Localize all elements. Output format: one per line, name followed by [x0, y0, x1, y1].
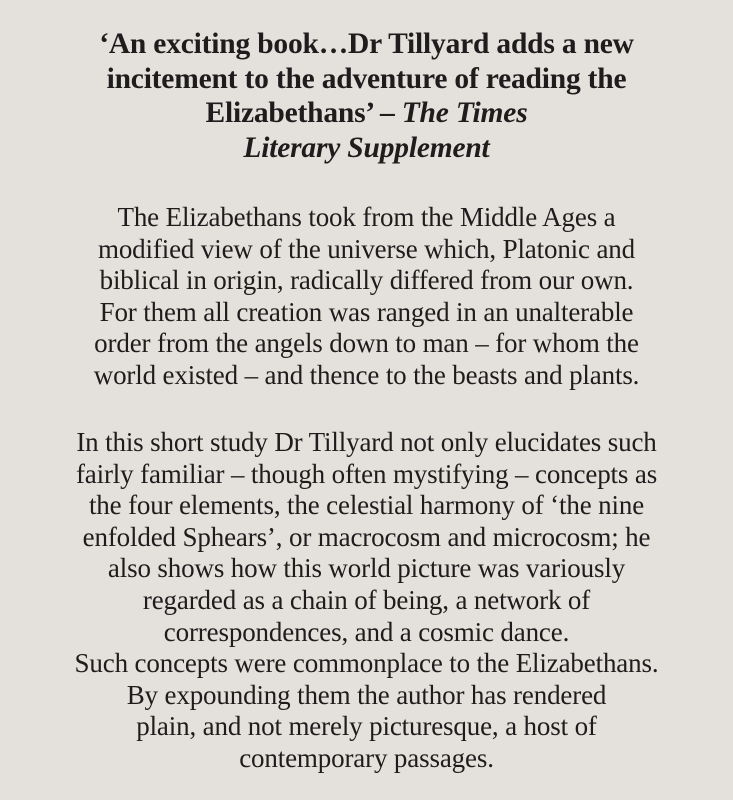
quote-line: incitement to the adventure of reading the: [106, 62, 627, 95]
text-line: plain, and not merely picturesque, a host of: [136, 711, 597, 742]
text-line: world existed – and thence to the beasts and plants.: [93, 359, 640, 390]
review-quote: [0, 27, 733, 165]
text-line: enfolded Sphears’, or macrocosm and microcosm; he: [82, 521, 651, 552]
text-line: By expounding them the author has rendered: [126, 679, 607, 710]
text-line: For them all creation was ranged in an unalterable: [99, 296, 634, 327]
text-line: the four elements, the celestial harmony of ‘the nine: [88, 490, 645, 521]
quote-source: The Times: [401, 97, 528, 129]
text-line: In this short study Dr Tillyard not only elucidates such: [76, 427, 657, 457]
text-line: fairly familiar – though often mystifying – concepts as: [75, 458, 658, 489]
description-paragraph-2: [0, 427, 733, 775]
quote-source-continued: Literary Supplement: [243, 131, 490, 164]
quote-line: ‘An exciting book…Dr Tillyard adds a new: [99, 28, 634, 60]
text-line: Such concepts were commonplace to the Elizabethans.: [74, 648, 659, 679]
text-line: order from the angels down to man – for whom the: [94, 328, 639, 359]
text-line: biblical in origin, radically differed from our own.: [99, 265, 634, 296]
text-line: correspondences, and a cosmic dance.: [163, 616, 570, 647]
text-line: regarded as a chain of being, a network of: [142, 584, 591, 615]
text-line: contemporary passages.: [239, 742, 494, 773]
quote-line: [0, 96, 733, 131]
quote-text: Elizabethans’ –: [205, 97, 402, 129]
text-line: also shows how this world picture was variously: [107, 553, 626, 584]
text-line: The Elizabethans took from the Middle Ages a: [117, 202, 616, 232]
description-paragraph-1: [0, 202, 733, 392]
text-line: modified view of the universe which, Platonic and: [97, 233, 635, 264]
